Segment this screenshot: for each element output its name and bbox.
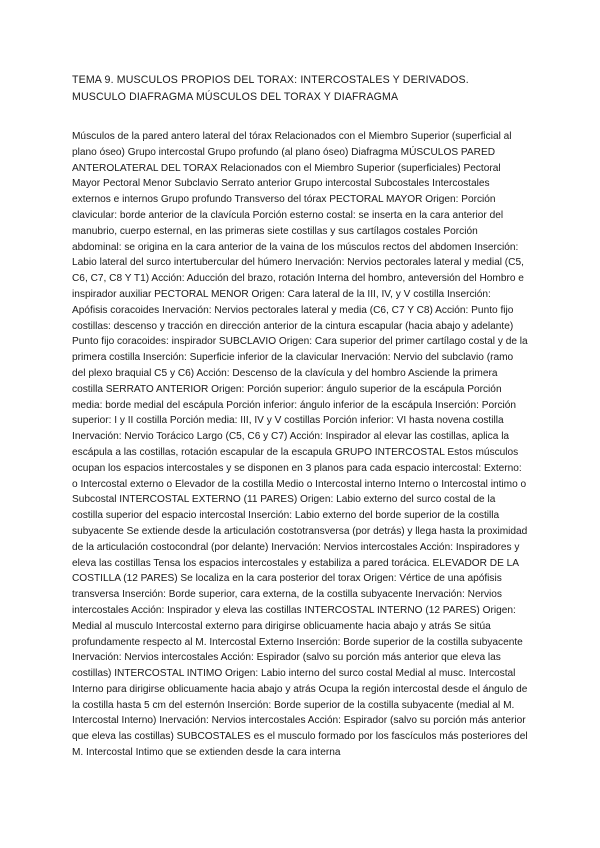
title-line-1: TEMA 9. MUSCULOS PROPIOS DEL TORAX: INTERCOSTALES Y DERIVADOS. [72, 74, 469, 86]
body-paragraph: Músculos de la pared antero lateral del tórax Relacionados con el Miembro Superior (superficial al plano óseo) Grupo intercostal Grupo profundo (al plano óseo) Diafragma MÚSCULOS PARED ANTEROLATERAL DEL TORAX Relacionados con el Miembro Superior (superficiales) Pectoral Mayor Pectoral Menor Subclavio Serrato anterior Grupo intercostal Subcostales Intercostales externos e internos Grupo profundo Transverso del tórax PECTORAL MAYOR Origen: Porción clavicular: borde anterior de la clavícula Porción esterno costal: se inserta en la cara anterior del manubrio, cuerpo esternal, en las primeras siete costillas y sus cartílagos costales Porción abdominal: se origina en la cara anterior de la vaina de los músculos rectos del abdomen Inserción: Labio lateral del surco intertubercular del húmero Inervación: Nervios pectorales lateral y medial (C5, C6, C7, C8 Y T1) Acción: Aducción del brazo, rotación Interna del hombro, anteversión del Hombro e inspirador auxiliar PECTORAL MENOR Origen: Cara lateral de la III, IV, y V costilla Inserción: Apófisis coracoides Inervación: Nervios pectorales lateral y media (C6, C7 Y C8) Acción: Punto fijo costillas: descenso y tracción en dirección anterior de la cintura escapular (hacia abajo y adelante) Punto fijo coracoides: inspirador SUBCLAVIO Origen: Cara superior del primer cartílago costal y de la primera costilla Inserción: Superficie inferior de la clavicular Inervación: Nervio del subclavio (ramo del plexo braquial C5 y C6) Acción: Descenso de la clavícula y del hombro Asciende la primera costilla SERRATO ANTERIOR Origen: Porción superior: ángulo superior de la escápula Porción media: borde medial del escápula Porción inferior: ángulo inferior de la escápula Inserción: Porción superior: I y II costilla Porción media: III, IV y V costillas Porción inferior: VI hasta novena costilla Inervación: Nervio Torácico Largo (C5, C6 y C7) Acción: Inspirador al elevar las costillas, aplica la escápula a las costillas, rotación escapular de la escapula GRUPO INTERCOSTAL Estos músculos ocupan los espacios intercostales y se disponen en 3 planos para cada espacio intercostal: Externo: o Intercostal externo o Elevador de la costilla Medio o Intercostal interno Interno o Intercostal intimo o Subcostal INTERCOSTAL EXTERNO (11 PARES) Origen: Labio externo del surco costal de la costilla superior del espacio intercostal Inserción: Labio externo del borde superior de la costilla subyacente Se extiende desde la articulación costotransversa (por detrás) y llega hasta la proximidad de la articulación costocondral (por delante) Inervación: Nervios intercostales Acción: Inspiradores y eleva las costillas Tensa los espacios intercostales y estabiliza a pared torácica. ELEVADOR DE LA COSTILLA (12 PARES) Se localiza en la cara posterior del torax Origen: Vértice de una apófisis transversa Inserción: Borde superior, cara externa, de la costilla subyacente Inervación: Nervios intercostales Acción: Inspirador y eleva las costillas INTERCOSTAL INTERNO (12 PARES) Origen: Medial al musculo Intercostal externo para dirigirse oblicuamente hacia abajo y atrás Se sitúa profundamente respecto al M. Intercostal Externo Inserción: Borde superior de la costilla subyacente Inervación: Nervios intercostales Acción: Espirador (salvo su porción más anterior que eleva las costillas) INTERCOSTAL INTIMO Origen: Labio interno del surco costal Medial al musc. Intercostal Interno para dirigirse oblicuamente hacia abajo y atrás Ocupa la región intercostal desde el ángulo de la costilla hasta 5 cm del esternón Inserción: Borde superior de la costilla subyacente (medial al M. Intercostal Interno) Inervación: Nervios intercostales Acción: Espirador (salvo su porción más anterior que eleva las costillas) SUBCOSTALES es el musculo formado por los fascículos más posteriores del M. Intercostal Intimo que se extienden desde la cara interna [72, 131, 528, 759]
document-title [72, 72, 542, 106]
title-line-2: MUSCULO DIAFRAGMA MÚSCULOS DEL TORAX Y DIAFRAGMA [72, 91, 399, 103]
